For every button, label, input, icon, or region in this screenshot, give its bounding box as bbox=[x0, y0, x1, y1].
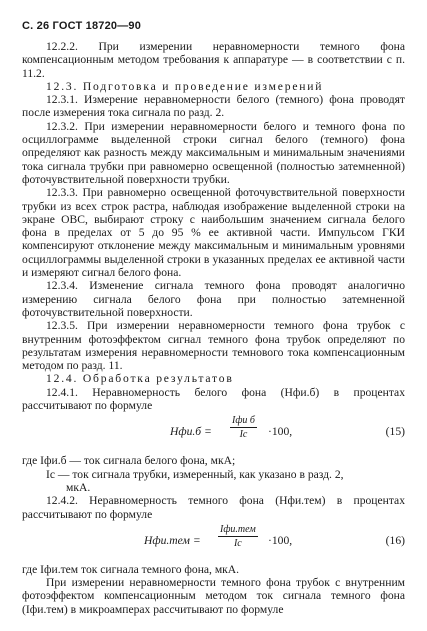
formula-16-legend bbox=[22, 563, 405, 576]
legend-15-line-3: мкА. bbox=[66, 480, 91, 494]
formula-16-fraction bbox=[218, 523, 258, 550]
formula-16-denominator: Iс bbox=[233, 537, 242, 549]
formula-15-lhs: Hфи.б = bbox=[170, 425, 212, 439]
formula-15-rhs: ·100, bbox=[268, 425, 293, 439]
formula-16 bbox=[22, 523, 405, 561]
formula-16-rhs: ·100, bbox=[268, 533, 293, 547]
formula-16-number: (16) bbox=[385, 533, 405, 547]
para-12-3-5: 12.3.5. При измерении неравномерности темного фона трубок с внутренним фотоэффектом сигнал темного фона трубок определяют по результатам измерения неравномерности темнового тока компенсационным методом по разд. 11. bbox=[22, 319, 405, 373]
formula-16-lhs: Hфи.тем = bbox=[144, 533, 201, 547]
formula-15-denominator: Iс bbox=[239, 429, 248, 441]
para-12-3-2: 12.3.2. При измерении неравномерности белого и темного фона по осциллограмме выделенной строки сигнал белого (темного) фона определяют как разность между максимальным и минимальным значениями тока сигнала трубки при равномерно освещенной (полностью затемненной) фоточувствительной поверхности трубки. bbox=[22, 119, 405, 186]
legend-15-line-2: Iс — ток сигнала трубки, измеренный, как указано в разд. 2, bbox=[46, 467, 344, 481]
legend-16-line-1: где Iфи.тем ток сигнала темного фона, мкА. bbox=[22, 562, 240, 576]
section-heading-12-3: 12.3. Подготовка и проведение измерений bbox=[46, 79, 324, 93]
para-12-3-4: 12.3.4. Изменение сигнала темного фона проводят аналогично измерению сигнала белого фона при полностью затемненной фоточувствительной поверхности. bbox=[22, 279, 405, 319]
para-12-4-1: 12.4.1. Неравномерность белого фона (Hфи.б) в процентах рассчитывают по формуле bbox=[22, 385, 405, 413]
page-header: С. 26 ГОСТ 18720—90 bbox=[22, 20, 142, 32]
para-final: При измерении неравномерности темного фона трубок с внутренним фотоэффектом компенсационным методом ток сигнала темного фона (Iфи.тем) в микроамперах рассчитывают по формуле bbox=[22, 576, 405, 616]
formula-15 bbox=[22, 414, 405, 452]
formula-15-number: (15) bbox=[385, 425, 405, 439]
para-12-4-2: 12.4.2. Неравномерность темного фона (Hфи.тем) в процентах рассчитывают по формуле bbox=[22, 494, 405, 521]
para-12-3-1: 12.3.1. Измерение неравномерности белого (темного) фона проводят после измерения тока сигнала по разд. 2. bbox=[22, 93, 405, 120]
formula-16-numerator: Iфи.тем bbox=[220, 523, 256, 535]
formula-15-numerator: Iфи б bbox=[232, 415, 255, 427]
formula-15-fraction bbox=[230, 414, 257, 441]
para-12-3-3: 12.3.3. При равномерно освещенной фоточувствительной поверхности трубки из всех строк растра, наблюдая изображение выделенной строки на экране ОВС, выбирают строку с наибольшим значением сигнала белого фона в пределах от 5 до 95 % ее активной части. Импульсом ГКИ компенсируют отклонение между максимальным и минимальным уровнями осциллограммы выделенной строки в указанных пределах ее активной части и измеряют сигнал белого фона. bbox=[22, 186, 405, 280]
body-text bbox=[22, 40, 405, 616]
formula-15-legend bbox=[22, 454, 405, 494]
para-12-2-2: 12.2.2. При измерении неравномерности темного фона компенсационным методом требования к аппаратуре — в соответствии с п. 11.2. bbox=[22, 40, 405, 80]
section-heading-12-4: 12.4. Обработка результатов bbox=[46, 372, 234, 386]
legend-15-line-1: где Iфи.б — ток сигнала белого фона, мкА; bbox=[22, 454, 236, 468]
